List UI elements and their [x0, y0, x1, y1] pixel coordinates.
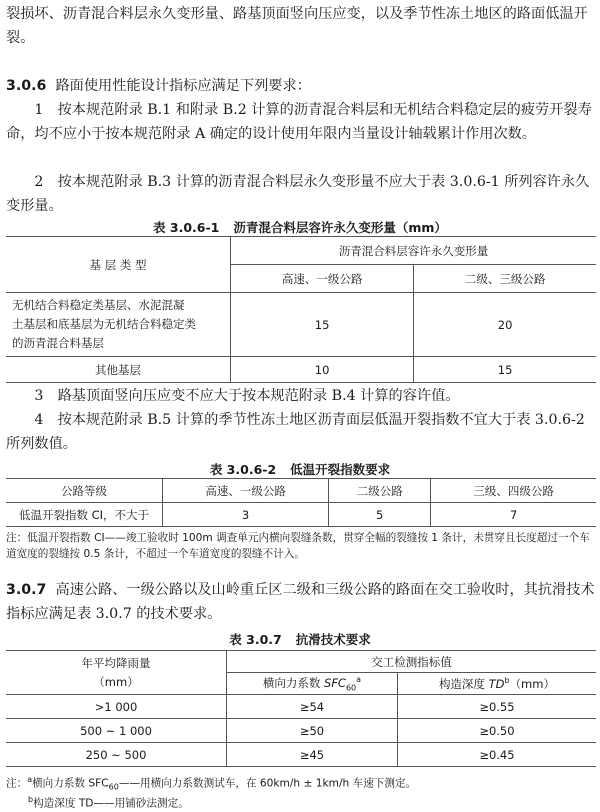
column-header-td: 构造深度 $TD^b(mm)$ — [397, 673, 596, 695]
clause-text: 高速公路、一级公路以及山岭重丘区二级和三级公路的路面在交工验收时，其抗滑技术指标应满足表 3.0.7 的技术要求。 — [6, 582, 595, 622]
clause-3-0-7 — [6, 578, 596, 626]
table-row — [6, 695, 596, 719]
table-number: 表 3.0.7 — [229, 632, 282, 647]
table-title: 抗滑技术要求 — [295, 632, 371, 647]
table-note-a: 注：$^a$横向力系数 $SFC_{60}——$用横向力系数测试车，在 60km/h ± 1km/h 车速下测定。 — [6, 775, 417, 792]
table-permanent-deformation — [6, 236, 596, 383]
table-low-temp-cracking — [6, 478, 596, 527]
table-row — [6, 719, 596, 743]
clause-item-4: 4 按本规范附录 B.5 计算的季节性冻土地区沥青面层低温开裂指数不宜大于表 3.0.6-2 所列数值。 — [6, 412, 585, 452]
cell-td: ≥0.50 — [397, 719, 596, 743]
row-label: 无机结合料稳定类基层、水泥混凝 土基层和底基层为无机结合料稳定类 的沥青混合料基层 — [6, 293, 231, 357]
clause-text: 路面使用性能设计指标应满足下列要求： — [55, 78, 311, 94]
intro-paragraph: 裂损坏、沥青混合料层永久变形量、路基顶面竖向压应变，以及季节性冻土地区的路面低温开裂。 — [6, 6, 588, 46]
cell-value: 5 — [329, 503, 431, 527]
column-header-sfc: 横向力系数 $SFC_{60}^a$ — [227, 673, 398, 695]
cell-sfc: ≥54 — [227, 695, 398, 719]
table-caption — [0, 630, 600, 648]
clause-item-1: 1 按本规范附录 B.1 和附录 B.2 计算的沥青混合料层和无机结合料稳定层的疲劳开裂寿命，均不应小于按本规范附录 A 确定的设计使用年限内当量设计轴载累计作用次数。 — [6, 102, 592, 142]
cell-value: 15 — [414, 357, 596, 383]
clause-number: 3.0.6 — [6, 78, 47, 94]
table-caption — [0, 218, 600, 236]
row-label: 低温开裂指数 CI，不大于 — [6, 503, 163, 527]
table-title: 沥青混合料层容许永久变形量（mm） — [233, 220, 447, 235]
table-note-b: $^b$构造深度 TD——用铺砂法测定。 — [28, 795, 189, 810]
cell-value: 20 — [414, 293, 596, 357]
column-header-highway-class-2-3: 二级、三级公路 — [414, 265, 596, 293]
table-caption — [0, 460, 600, 478]
cell-value: 15 — [231, 293, 414, 357]
column-group-header: 交工检测指标值 — [227, 651, 597, 673]
cell-value: 7 — [431, 503, 596, 527]
cell-rainfall: >1 000 — [6, 695, 227, 719]
cell-td: ≥0.45 — [397, 743, 596, 767]
cell-rainfall: 250 ~ 500 — [6, 743, 227, 767]
table-row — [6, 503, 596, 527]
table-title: 低温开裂指数要求 — [290, 462, 391, 477]
table-number: 表 3.0.6-1 — [153, 220, 220, 235]
column-group-header: 沥青混合料层容许永久变形量 — [231, 237, 597, 265]
table-row — [6, 293, 596, 357]
column-header-highway-class-1: 高速、一级公路 — [163, 479, 329, 503]
table-row — [6, 357, 596, 383]
column-header-road-class: 公路等级 — [6, 479, 163, 503]
cell-rainfall: 500 ~ 1 000 — [6, 719, 227, 743]
table-row — [6, 743, 596, 767]
cell-value: 3 — [163, 503, 329, 527]
column-header-highway-class-1: 高速、一级公路 — [231, 265, 414, 293]
column-header-class-3-4: 三级、四级公路 — [431, 479, 596, 503]
clause-number: 3.0.7 — [6, 582, 47, 598]
table-number: 表 3.0.6-2 — [209, 462, 277, 477]
table-note: 注：低温开裂指数 CI——竣工验收时 100m 调查单元内横向裂缝条数，贯穿全幅的裂缝按 1 条计，未贯穿且长度超过一个车道宽度的裂缝按 0.5 条计，不超过一个车道宽度的裂缝不计入。 — [6, 532, 590, 560]
column-header-class-2: 二级公路 — [329, 479, 431, 503]
column-header-rainfall: 年平均降雨量 （mm） — [6, 651, 227, 695]
clause-item-2: 2 按本规范附录 B.3 计算的沥青混合料层永久变形量不应大于表 3.0.6-1 所列容许永久变形量。 — [6, 174, 590, 214]
cell-sfc: ≥50 — [227, 719, 398, 743]
column-header-base-type: 基 层 类 型 — [6, 237, 231, 293]
clause-item-3: 3 路基顶面竖向压应变不应大于按本规范附录 B.4 计算的容许值。 — [34, 388, 460, 404]
cell-td: ≥0.55 — [397, 695, 596, 719]
row-label: 其他基层 — [6, 357, 231, 383]
cell-sfc: ≥45 — [227, 743, 398, 767]
table-skid-resistance — [6, 650, 596, 767]
cell-value: 10 — [231, 357, 414, 383]
clause-3-0-6 — [6, 74, 596, 98]
